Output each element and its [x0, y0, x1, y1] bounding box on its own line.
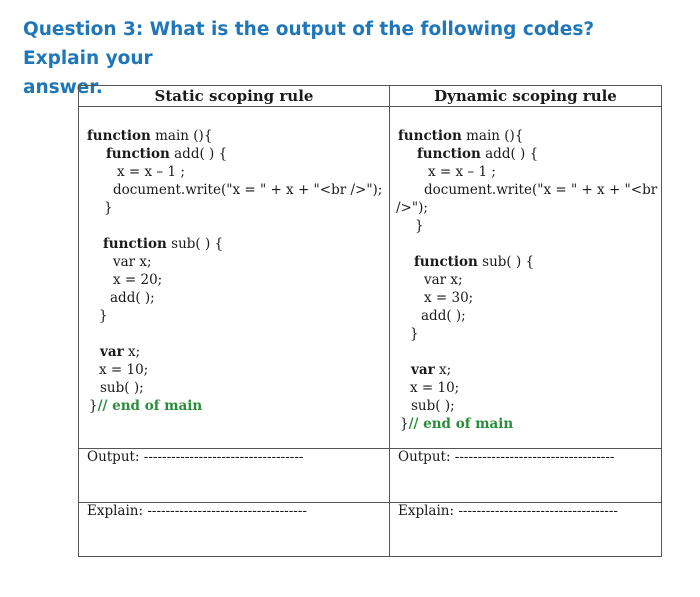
code-line: add( );: [421, 308, 466, 324]
code-text: main (){: [461, 128, 524, 144]
code-text: sub( ) {: [166, 236, 224, 252]
static-explain-cell[interactable]: [79, 503, 390, 557]
code-line: add( );: [110, 290, 155, 306]
dynamic-code-cell: [390, 107, 662, 449]
static-code-block: [79, 107, 389, 415]
question-line-1: Question 3: What is the output of the following codes? Explain your: [23, 19, 595, 69]
end-comment: // end of main: [408, 416, 514, 432]
code-text: }: [89, 398, 98, 414]
end-comment: // end of main: [97, 398, 203, 414]
explain-row: [79, 503, 662, 557]
blank-line: [79, 325, 389, 343]
code-line: [390, 415, 661, 433]
code-line: sub( );: [411, 398, 455, 414]
code-line: />");: [396, 200, 428, 216]
code-line: [79, 235, 389, 253]
code-line: x = x – 1 ;: [117, 164, 185, 180]
code-line: [79, 343, 389, 361]
code-text: }: [400, 416, 409, 432]
header-row: [79, 86, 662, 107]
code-line: [390, 361, 661, 379]
static-code-cell: [79, 107, 390, 449]
keyword: function: [87, 128, 151, 144]
static-explain-label: Explain: -----------------------------------: [87, 503, 307, 519]
code-line: [390, 127, 661, 145]
dynamic-output-cell[interactable]: [390, 449, 662, 503]
keyword: var: [100, 344, 124, 360]
scoping-table: [78, 85, 662, 557]
code-text: add( ) {: [480, 146, 539, 162]
keyword: function: [398, 128, 462, 144]
keyword: function: [417, 146, 481, 162]
code-line: x = 10;: [99, 362, 149, 378]
code-line: var x;: [113, 254, 152, 270]
code-text: main (){: [150, 128, 213, 144]
code-line: [79, 127, 389, 145]
code-line: }: [104, 200, 113, 216]
code-line: }: [410, 326, 419, 342]
code-line: [79, 397, 389, 415]
code-line: x = 10;: [410, 380, 460, 396]
dynamic-header: Dynamic scoping rule: [390, 86, 662, 107]
keyword: function: [414, 254, 478, 270]
dynamic-explain-cell[interactable]: [390, 503, 662, 557]
code-text: sub( ) {: [477, 254, 535, 270]
blank-line: [390, 235, 661, 253]
keyword: var: [411, 362, 435, 378]
static-output-label: Output: -----------------------------------: [87, 449, 304, 465]
code-line: [390, 145, 661, 163]
code-line: [79, 145, 389, 163]
code-line: x = 30;: [424, 290, 474, 306]
question-line-2: answer.: [23, 77, 103, 98]
dynamic-explain-label: Explain: -----------------------------------: [398, 503, 618, 519]
code-text: x;: [434, 362, 452, 378]
blank-line: [79, 217, 389, 235]
dynamic-output-label: Output: -----------------------------------: [398, 449, 615, 465]
output-row: [79, 449, 662, 503]
code-line: x = x – 1 ;: [428, 164, 496, 180]
static-header: Static scoping rule: [79, 86, 390, 107]
code-line: var x;: [424, 272, 463, 288]
keyword: function: [106, 146, 170, 162]
code-line: [390, 253, 661, 271]
code-row: [79, 107, 662, 449]
keyword: function: [103, 236, 167, 252]
code-line: }: [415, 218, 424, 234]
code-line: }: [99, 308, 108, 324]
code-line: document.write("x = " + x + "<br: [424, 182, 658, 198]
static-output-cell[interactable]: [79, 449, 390, 503]
code-line: document.write("x = " + x + "<br />");: [113, 182, 383, 198]
code-text: x;: [123, 344, 141, 360]
code-line: sub( );: [100, 380, 144, 396]
code-text: add( ) {: [169, 146, 228, 162]
blank-line: [390, 343, 661, 361]
dynamic-code-block: [390, 107, 661, 433]
code-line: x = 20;: [113, 272, 163, 288]
